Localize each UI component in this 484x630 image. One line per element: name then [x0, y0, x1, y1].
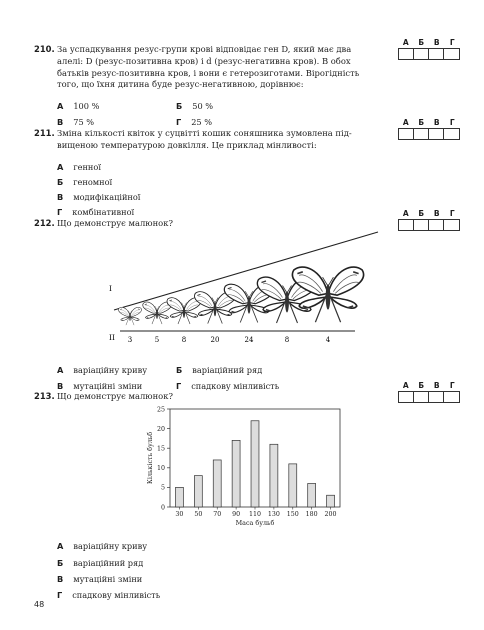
- option-213-v[interactable]: В мутаційні зміни: [57, 574, 143, 584]
- option-213-g[interactable]: Г спадкову мінливість: [57, 590, 161, 600]
- option-212-a[interactable]: А варіаційну криву: [57, 365, 148, 375]
- option-212-v[interactable]: В мутаційні зміни: [57, 381, 143, 391]
- bulb-mass-bar-chart: [140, 400, 345, 528]
- x-tick-label: 110: [248, 511, 262, 518]
- option-212-g[interactable]: Г спадкову мінливість: [176, 381, 280, 391]
- y-tick-label: 25: [156, 406, 165, 414]
- answer-cell-a[interactable]: [399, 220, 414, 230]
- page-number: 48: [34, 600, 45, 609]
- question-number: 213.: [34, 391, 55, 401]
- option-210-b[interactable]: Б 50 %: [176, 101, 214, 111]
- question-number: 211.: [34, 128, 55, 138]
- x-axis-label: Маса бульб: [235, 519, 275, 527]
- butterfly-variation-figure: [100, 228, 385, 348]
- x-tick-label: 30: [175, 511, 184, 518]
- question-number: 212.: [34, 218, 55, 228]
- x-tick-label: 180: [305, 511, 318, 518]
- butterfly-1: [119, 307, 142, 325]
- count-label: 4: [325, 336, 331, 344]
- answer-cell-g[interactable]: [444, 129, 459, 139]
- bar: [270, 444, 278, 507]
- answer-cell-v[interactable]: [429, 220, 444, 230]
- answer-grid-header: А Б В Г: [402, 381, 455, 390]
- bar: [175, 487, 183, 507]
- answer-grid-header: А Б В Г: [402, 38, 455, 47]
- option-213-b[interactable]: Б варіаційний ряд: [57, 558, 144, 568]
- bar: [289, 464, 297, 507]
- answer-grid-211: [398, 118, 460, 140]
- option-210-a[interactable]: А 100 %: [57, 101, 100, 111]
- count-label: 3: [127, 336, 133, 344]
- answer-cell-a[interactable]: [399, 392, 414, 402]
- answer-cell-b[interactable]: [414, 129, 429, 139]
- option-211-g[interactable]: Г комбінативної: [57, 207, 135, 217]
- answer-cell-v[interactable]: [429, 129, 444, 139]
- count-label: 8: [284, 336, 290, 344]
- label-I: I: [109, 284, 112, 293]
- bar: [308, 483, 316, 507]
- y-axis-label: Кількість бульб: [146, 431, 154, 485]
- chart-labels: [146, 406, 337, 527]
- y-tick-label: 0: [160, 504, 165, 512]
- butterfly-2: [143, 302, 171, 324]
- x-tick-label: 130: [267, 511, 280, 518]
- question-212-text: Що демонструє малюнок?: [57, 218, 173, 228]
- x-tick-label: 90: [232, 511, 241, 518]
- option-212-b[interactable]: Б варіаційний ряд: [176, 365, 263, 375]
- option-211-b[interactable]: Б геномної: [57, 177, 113, 187]
- x-tick-label: 70: [213, 511, 222, 518]
- answer-grid-213: [398, 381, 460, 403]
- answer-grid-header: А Б В Г: [402, 118, 455, 127]
- answer-cell-v[interactable]: [429, 392, 444, 402]
- answer-cell-b[interactable]: [414, 220, 429, 230]
- bar: [327, 495, 335, 507]
- answer-cell-v[interactable]: [429, 49, 444, 59]
- bar: [213, 460, 221, 507]
- option-211-a[interactable]: А генної: [57, 162, 101, 172]
- bar: [194, 476, 202, 507]
- y-tick-label: 5: [160, 484, 165, 492]
- answer-cell-a[interactable]: [399, 49, 414, 59]
- x-tick-label: 50: [194, 511, 203, 518]
- y-tick-label: 10: [156, 465, 165, 473]
- answer-cell-g[interactable]: [444, 49, 459, 59]
- x-tick-label: 150: [286, 511, 299, 518]
- answer-cell-g[interactable]: [444, 392, 459, 402]
- x-tick-label: 200: [324, 511, 337, 518]
- answer-cell-a[interactable]: [399, 129, 414, 139]
- question-213-text: Що демонструє малюнок?: [57, 391, 173, 401]
- count-label: 8: [181, 336, 187, 344]
- answer-cell-b[interactable]: [414, 392, 429, 402]
- count-label: 24: [244, 336, 254, 344]
- count-label: 20: [210, 336, 220, 344]
- option-210-g[interactable]: Г 25 %: [176, 117, 213, 127]
- y-tick-label: 20: [156, 425, 165, 433]
- question-number: 210.: [34, 44, 55, 54]
- count-label: 5: [154, 336, 160, 344]
- y-tick-label: 15: [156, 445, 165, 453]
- answer-grid-210: [398, 38, 460, 60]
- chart-bars: [175, 421, 334, 507]
- option-213-a[interactable]: А варіаційну криву: [57, 541, 148, 551]
- answer-grid-header: А Б В Г: [402, 209, 455, 218]
- answer-cell-b[interactable]: [414, 49, 429, 59]
- question-211-text: Зміна кількості квіток у суцвітті кошик соняшника зумовлена під- вищеною температурою довкілля. Це приклад мінливості:: [57, 128, 352, 150]
- bar: [232, 440, 240, 507]
- option-211-v[interactable]: В модифікаційної: [57, 192, 141, 202]
- option-210-v[interactable]: В 75 %: [57, 117, 95, 127]
- answer-grid-212: [398, 209, 460, 231]
- bar: [251, 421, 259, 507]
- answer-cell-g[interactable]: [444, 220, 459, 230]
- butterfly-3: [167, 298, 201, 324]
- label-II: II: [109, 333, 115, 342]
- question-210-text: За успадкування резус-групи крові відповідає ген D, який має два алелі: D (резус-позитивна кров) і d (резус-негативна кров). В обох батьків резус-позитивна кров, і вони є гетерозиготами. Вірогідність того, що їхня дитина буде резус-негативною, дорівнює:: [57, 44, 360, 90]
